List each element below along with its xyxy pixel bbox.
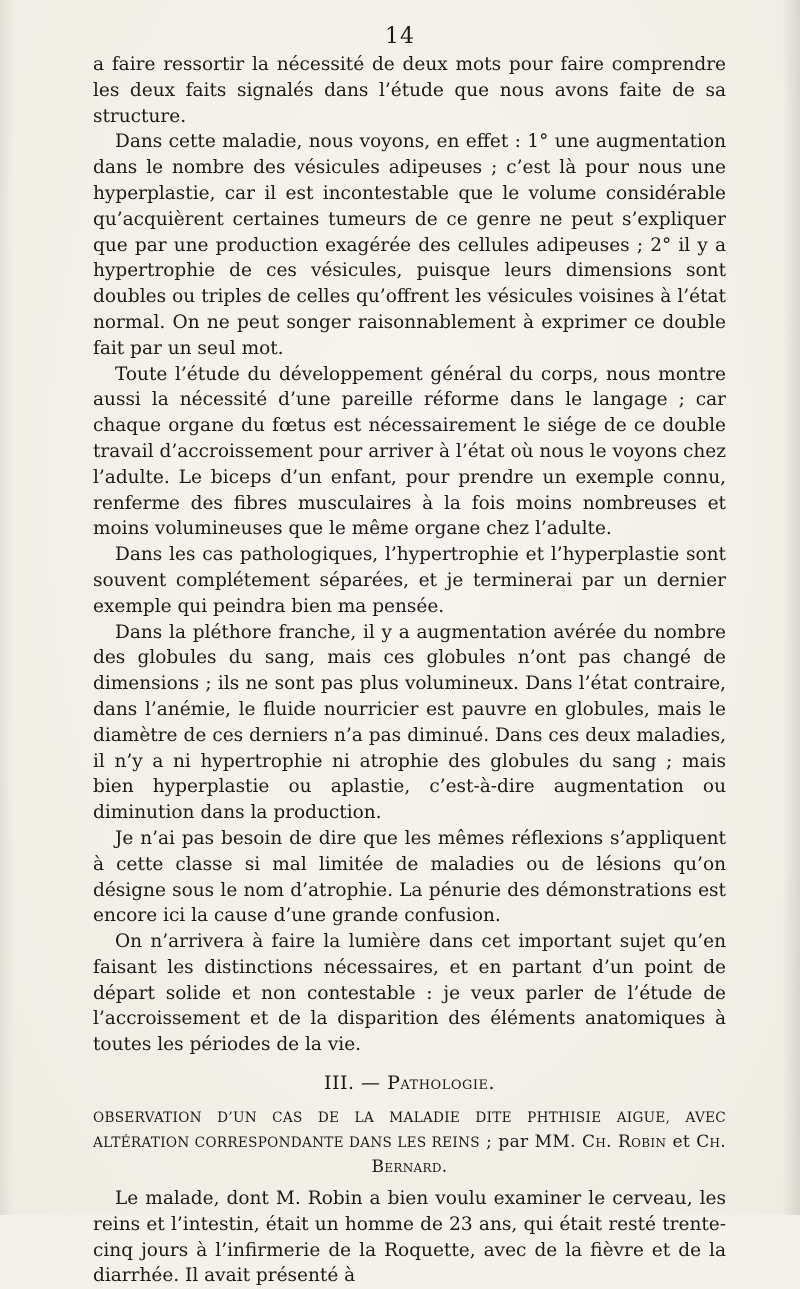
observation-authors-end: . [441, 1157, 448, 1178]
observation-authors-join: et [666, 1132, 697, 1153]
paragraph-7: On n’arrivera à faire la lumière dans cet important sujet qu’en faisant les distinctions nécessaires, et en partant d’un point de départ solide et non contestable : je veux parler de l’étude de l’accroissement et de la disparition des éléments anatomiques à toutes les périodes de la vie. [93, 931, 726, 1056]
page-number: 14 [385, 24, 415, 49]
paragraph-5: Dans la pléthore franche, il y a augmentation avérée du nombre des globules du sang, mais ces globules n’ont pas changé de dimensions ; ils ne sont pas plus volumineux. Dans l’état contraire, dans l’anémie, le fluide nourricier est pauvre en globules, mais le diamètre de ces derniers n’a pas diminué. Dans ces deux maladies, il n’y a ni hypertrophie ni atrophie des globules du sang ; mais bien hyperplastie ou aplastie, c’est-à-dire augmentation ou diminution dans la production. [93, 621, 726, 824]
observation-author-robin: Ch. Robin [582, 1132, 667, 1153]
observation-author-bernard: Ch. Bernard [371, 1132, 726, 1178]
paragraph-3: Toute l’étude du développement général du corps, nous montre aussi la nécessité d’une pareille réforme dans le langage ; car chaque organe du fœtus est nécessairement le siége de ce double travail d’accroissement pour arriver à l’état où nous le voyons chez l’adulte. Le biceps d’un enfant, pour prendre un exemple connu, renferme des fibres musculaires à la fois moins nombreuses et moins volumineuses que le même organe chez l’adulte. [93, 363, 726, 540]
paragraph-2: Dans cette maladie, nous voyons, en effet : 1° une augmentation dans le nombre des vésicules adipeuses ; c’est là pour nous une hyperplastie, car il est incontestable que le volume considérable qu’acquièrent certaines tumeurs de ce genre ne peut s’expliquer que par une production exagérée des cellules adipeuses ; 2° il y a hypertrophie de ces vésicules, puisque leurs dimensions sont doubles ou triples de celles qu’offrent les vésicules voisines à l’état normal. On ne peut songer raisonnablement à exprimer ce double fait par un seul mot. [93, 131, 726, 359]
section-numeral: III. — [323, 1072, 388, 1095]
section-title: Pathologie. [387, 1072, 496, 1095]
observation-title [93, 1106, 726, 1180]
paragraph-4: Dans les cas pathologiques, l’hypertrophie et l’hyperplastie sont souvent complétement séparées, et je terminerai par un dernier exemple qui peindra bien ma pensée. [93, 544, 726, 617]
paragraph-1: a faire ressortir la nécessité de deux mots pour faire comprendre les deux faits signalés dans l’étude que nous avons faite de sa structure. [93, 54, 726, 127]
body-text [93, 52, 726, 1289]
paragraph-final: Le malade, dont M. Robin a bien voulu examiner le cerveau, les reins et l’intestin, était un homme de 23 ans, qui était resté trente-cinq jours à l’infirmerie de la Roquette, avec de la fièvre et de la diarrhée. Il avait présenté à [93, 1188, 726, 1287]
observation-authors-prefix: ; par MM. [479, 1132, 583, 1153]
section-heading [93, 1072, 726, 1094]
paragraph-6: Je n’ai pas besoin de dire que les mêmes réflexions s’appliquent à cette classe si mal limitée de maladies ou de lésions qu’on désigne sous le nom d’atrophie. La pénurie des démonstrations est encore ici la cause d’une grande confusion. [93, 827, 726, 927]
observation-title-text: OBSERVATION D’UN CAS DE LA MALADIE DITE PHTHISIE AIGUE, AVEC ALTÉRATION CORRESPONDANTE DANS LES REINS [93, 1110, 726, 1152]
